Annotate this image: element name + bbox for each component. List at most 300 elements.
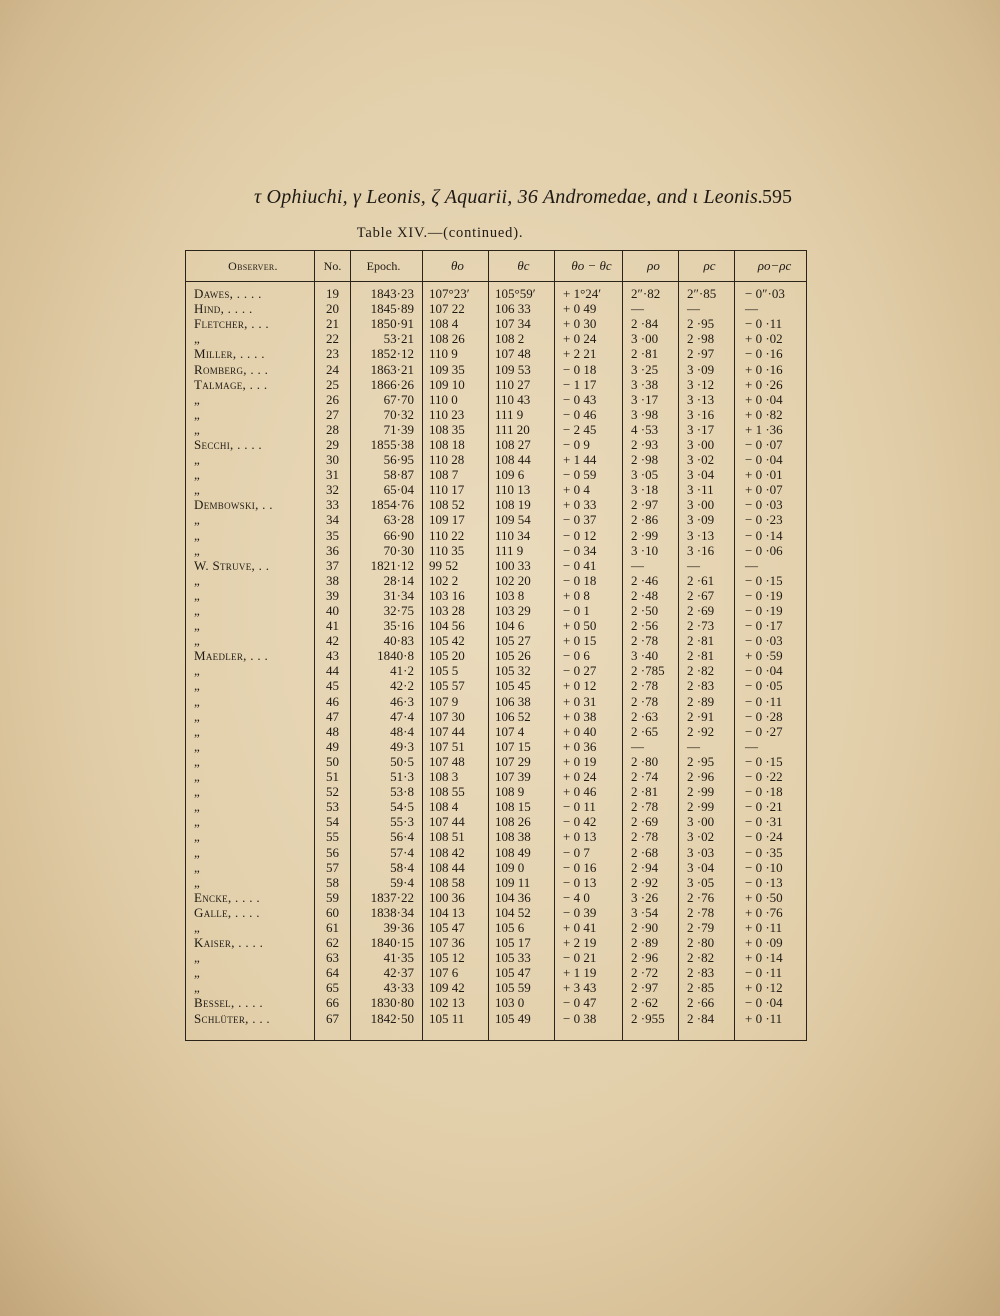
rho-c-label: ρc [703, 258, 716, 273]
rho-o-cell: 2 ·65 [623, 724, 679, 739]
rho-c-cell: 3 ·00 [679, 497, 735, 512]
number-cell: 29 [315, 437, 351, 452]
header-row [186, 251, 807, 282]
number-cell: 36 [315, 543, 351, 558]
observer-cell: Hind, . . . . [194, 301, 253, 317]
observer-cell: „ [194, 753, 201, 769]
observer-cell: „ [194, 693, 201, 709]
theta-c-cell: 108 26 [489, 814, 555, 829]
theta-o-cell: 108 58 [423, 875, 489, 890]
theta-diff-cell: + 0 4 [555, 482, 623, 497]
rho-c-cell: 3 ·13 [679, 528, 735, 543]
rho-diff-cell: + 0 ·59 [735, 648, 807, 663]
theta-c-cell: 108 15 [489, 799, 555, 814]
observer-cell: „ [194, 799, 201, 815]
theta-diff-cell: − 0 6 [555, 648, 623, 663]
epoch-cell: 56·4 [351, 829, 423, 844]
observer-cell: Maedler, . . . [194, 648, 269, 664]
rho-c-cell: 2 ·83 [679, 678, 735, 693]
number-cell: 51 [315, 769, 351, 784]
rho-o-cell: 3 ·98 [623, 407, 679, 422]
observer-cell: Dawes, . . . . [194, 286, 262, 302]
table-row [186, 422, 807, 437]
theta-diff-cell: + 0 40 [555, 724, 623, 739]
rho-diff-cell: − 0″·03 [735, 282, 807, 302]
rho-o-cell: 3 ·25 [623, 361, 679, 376]
epoch-cell: 47·4 [351, 709, 423, 724]
number-cell: 43 [315, 648, 351, 663]
number-cell: 31 [315, 467, 351, 482]
theta-o-cell: 100 36 [423, 890, 489, 905]
table-container [185, 250, 807, 1041]
epoch-cell: 1852·12 [351, 346, 423, 361]
theta-diff-cell: − 0 43 [555, 392, 623, 407]
rho-diff-label: ρo−ρc [757, 258, 792, 273]
theta-c-cell: 104 36 [489, 890, 555, 905]
theta-c-cell: 107 4 [489, 724, 555, 739]
observer-cell: „ [194, 723, 201, 739]
rho-o-cell: 3 ·18 [623, 482, 679, 497]
theta-c-cell: 109 11 [489, 875, 555, 890]
epoch-cell: 1838·34 [351, 905, 423, 920]
rho-diff-cell: − 0 ·04 [735, 452, 807, 467]
rho-c-cell: 2 ·67 [679, 588, 735, 603]
rho-diff-cell: − 0 ·23 [735, 512, 807, 527]
theta-diff-cell: + 0 24 [555, 331, 623, 346]
col-header-no: No. [315, 251, 351, 282]
theta-diff-cell: − 0 13 [555, 875, 623, 890]
table-row [186, 935, 807, 950]
observer-cell: W. Struve, . . [194, 557, 270, 573]
epoch-cell: 48·4 [351, 724, 423, 739]
theta-diff-cell: + 2 21 [555, 346, 623, 361]
table-row [186, 361, 807, 376]
rho-diff-cell: − 0 ·07 [735, 437, 807, 452]
rho-c-cell: 3 ·03 [679, 844, 735, 859]
rho-o-cell: 2 ·74 [623, 769, 679, 784]
theta-o-cell: 103 28 [423, 603, 489, 618]
rho-c-cell: 2 ·98 [679, 331, 735, 346]
rho-o-cell: 3 ·26 [623, 890, 679, 905]
table-row [186, 769, 807, 784]
table-row [186, 528, 807, 543]
rho-diff-cell: + 0 ·02 [735, 331, 807, 346]
rho-diff-cell: − 0 ·19 [735, 588, 807, 603]
table-row [186, 1011, 807, 1041]
theta-c-cell: 110 34 [489, 528, 555, 543]
theta-c-cell: 109 6 [489, 467, 555, 482]
rho-o-cell: 2 ·63 [623, 709, 679, 724]
theta-c-cell: 108 27 [489, 437, 555, 452]
theta-diff-cell: + 0 38 [555, 709, 623, 724]
epoch-cell: 1830·80 [351, 995, 423, 1010]
theta-diff-cell: + 1°24′ [555, 282, 623, 302]
rho-diff-cell: + 0 ·76 [735, 905, 807, 920]
theta-diff-cell: + 3 43 [555, 980, 623, 995]
rho-diff-cell: − 0 ·10 [735, 860, 807, 875]
rho-c-cell: 2 ·81 [679, 633, 735, 648]
number-cell: 30 [315, 452, 351, 467]
epoch-cell: 1850·91 [351, 316, 423, 331]
theta-diff-cell: + 0 36 [555, 739, 623, 754]
theta-o-cell: 109 17 [423, 512, 489, 527]
theta-c-cell: 105 17 [489, 935, 555, 950]
epoch-cell: 1854·76 [351, 497, 423, 512]
rho-o-cell: — [623, 301, 679, 316]
observer-cell: „ [194, 784, 201, 800]
rho-o-cell: 2 ·62 [623, 995, 679, 1010]
rho-diff-cell: − 0 ·11 [735, 965, 807, 980]
theta-c-cell: 107 39 [489, 769, 555, 784]
rho-o-cell: 2 ·785 [623, 663, 679, 678]
number-cell: 57 [315, 860, 351, 875]
rho-diff-cell: − 0 ·04 [735, 663, 807, 678]
number-cell: 60 [315, 905, 351, 920]
epoch-cell: 39·36 [351, 920, 423, 935]
table-row [186, 497, 807, 512]
rho-diff-cell: + 0 ·11 [735, 920, 807, 935]
rho-o-cell: 2 ·56 [623, 618, 679, 633]
table-row [186, 331, 807, 346]
rho-diff-cell: − 0 ·21 [735, 799, 807, 814]
theta-o-cell: 105 47 [423, 920, 489, 935]
table-row [186, 407, 807, 422]
rho-o-cell: 2 ·93 [623, 437, 679, 452]
table-row [186, 844, 807, 859]
theta-diff-label: θo − θc [571, 258, 612, 273]
theta-diff-cell: − 0 21 [555, 950, 623, 965]
rho-diff-cell: + 0 ·04 [735, 392, 807, 407]
rho-o-cell: 3 ·10 [623, 543, 679, 558]
number-cell: 55 [315, 829, 351, 844]
observer-cell: „ [194, 331, 201, 347]
theta-diff-cell: + 2 19 [555, 935, 623, 950]
rho-o-cell: 2 ·69 [623, 814, 679, 829]
epoch-cell: 1855·38 [351, 437, 423, 452]
theta-c-cell: 105 33 [489, 950, 555, 965]
epoch-cell: 1843·23 [351, 282, 423, 302]
rho-c-cell: 2 ·99 [679, 799, 735, 814]
theta-c-cell: 105 59 [489, 980, 555, 995]
table-row [186, 829, 807, 844]
number-cell: 53 [315, 799, 351, 814]
number-cell: 65 [315, 980, 351, 995]
rho-diff-cell: − 0 ·03 [735, 633, 807, 648]
theta-diff-cell: − 0 41 [555, 558, 623, 573]
epoch-cell: 1845·89 [351, 301, 423, 316]
epoch-cell: 63·28 [351, 512, 423, 527]
table-caption: Table XIV.—(continued). [356, 225, 524, 241]
rho-c-cell: — [679, 558, 735, 573]
rho-diff-cell: + 0 ·82 [735, 407, 807, 422]
theta-o-cell: 110 9 [423, 346, 489, 361]
rho-diff-cell: − 0 ·15 [735, 573, 807, 588]
table-row [186, 694, 807, 709]
theta-c-cell: 107 15 [489, 739, 555, 754]
rho-o-cell: 2 ·78 [623, 633, 679, 648]
rho-c-cell: 3 ·09 [679, 361, 735, 376]
rho-o-cell: 2 ·80 [623, 754, 679, 769]
rho-o-cell: 3 ·40 [623, 648, 679, 663]
rho-o-cell: 2 ·98 [623, 452, 679, 467]
table-row [186, 890, 807, 905]
rho-c-cell: 3 ·05 [679, 875, 735, 890]
number-cell: 19 [315, 282, 351, 302]
theta-o-cell: 110 17 [423, 482, 489, 497]
rho-diff-cell: − 0 ·11 [735, 694, 807, 709]
theta-o-cell: 108 4 [423, 316, 489, 331]
number-cell: 47 [315, 709, 351, 724]
observer-cell: „ [194, 572, 201, 588]
rho-c-cell: 2 ·85 [679, 980, 735, 995]
theta-diff-cell: − 0 12 [555, 528, 623, 543]
theta-o-cell: 107 9 [423, 694, 489, 709]
theta-c-cell: 110 43 [489, 392, 555, 407]
rho-c-cell: 2″·85 [679, 282, 735, 302]
number-cell: 59 [315, 890, 351, 905]
rho-diff-cell: — [735, 301, 807, 316]
theta-c-cell: 108 9 [489, 784, 555, 799]
epoch-cell: 50·5 [351, 754, 423, 769]
rho-c-cell: 3 ·00 [679, 814, 735, 829]
theta-o-cell: 107 51 [423, 739, 489, 754]
number-cell: 45 [315, 678, 351, 693]
theta-o-cell: 108 55 [423, 784, 489, 799]
theta-diff-cell: − 0 9 [555, 437, 623, 452]
theta-diff-cell: + 0 46 [555, 784, 623, 799]
theta-c-cell: 107 29 [489, 754, 555, 769]
theta-o-cell: 108 4 [423, 799, 489, 814]
theta-diff-cell: + 0 33 [555, 497, 623, 512]
observer-cell: Galle, . . . . [194, 904, 260, 920]
theta-diff-cell: − 0 34 [555, 543, 623, 558]
number-cell: 62 [315, 935, 351, 950]
rho-o-cell: 2 ·97 [623, 980, 679, 995]
table-row [186, 648, 807, 663]
theta-o-cell: 108 52 [423, 497, 489, 512]
number-cell: 38 [315, 573, 351, 588]
rho-c-cell: 2 ·73 [679, 618, 735, 633]
number-cell: 63 [315, 950, 351, 965]
theta-o-cell: 108 26 [423, 331, 489, 346]
theta-c-cell: 106 52 [489, 709, 555, 724]
rho-c-cell: 2 ·66 [679, 995, 735, 1010]
number-cell: 42 [315, 633, 351, 648]
rho-o-cell: 2 ·96 [623, 950, 679, 965]
number-cell: 46 [315, 694, 351, 709]
rho-c-cell: 3 ·09 [679, 512, 735, 527]
rho-diff-cell: + 1 ·36 [735, 422, 807, 437]
rho-o-cell: 2″·82 [623, 282, 679, 302]
observer-cell: „ [194, 950, 201, 966]
observer-cell: „ [194, 512, 201, 528]
table-row [186, 920, 807, 935]
theta-o-cell: 109 42 [423, 980, 489, 995]
observer-cell: „ [194, 874, 201, 890]
theta-c-cell: 107 34 [489, 316, 555, 331]
theta-o-cell: 108 44 [423, 860, 489, 875]
table-row [186, 588, 807, 603]
rho-diff-cell: + 0 ·12 [735, 980, 807, 995]
rho-diff-cell: − 0 ·27 [735, 724, 807, 739]
number-cell: 27 [315, 407, 351, 422]
theta-o-cell: 104 13 [423, 905, 489, 920]
epoch-cell: 58·4 [351, 860, 423, 875]
observer-cell: „ [194, 829, 201, 845]
theta-c-cell: 109 0 [489, 860, 555, 875]
theta-o-cell: 105 11 [423, 1011, 489, 1041]
number-cell: 50 [315, 754, 351, 769]
theta-c-cell: 110 27 [489, 377, 555, 392]
theta-c-cell: 108 2 [489, 331, 555, 346]
theta-diff-cell: + 0 41 [555, 920, 623, 935]
theta-c-cell: 105 26 [489, 648, 555, 663]
rho-o-cell: 2 ·90 [623, 920, 679, 935]
rho-o-cell: 2 ·955 [623, 1011, 679, 1041]
rho-o-cell: 2 ·46 [623, 573, 679, 588]
observer-cell: Talmage, . . . [194, 376, 268, 392]
table-row [186, 754, 807, 769]
number-cell: 64 [315, 965, 351, 980]
number-cell: 52 [315, 784, 351, 799]
theta-c-cell: 105 47 [489, 965, 555, 980]
table-row [186, 875, 807, 890]
rho-diff-cell: − 0 ·22 [735, 769, 807, 784]
rho-o-cell: 2 ·89 [623, 935, 679, 950]
rho-c-cell: 2 ·95 [679, 316, 735, 331]
theta-o-cell: 109 35 [423, 361, 489, 376]
theta-c-cell: 104 6 [489, 618, 555, 633]
rho-o-label: ρo [647, 258, 660, 273]
theta-c-cell: 110 13 [489, 482, 555, 497]
number-cell: 34 [315, 512, 351, 527]
observer-cell: „ [194, 467, 201, 483]
epoch-cell: 1840·8 [351, 648, 423, 663]
rho-c-cell: 2 ·89 [679, 694, 735, 709]
observer-cell: „ [194, 738, 201, 754]
observer-cell: Dembowski, . . [194, 497, 273, 513]
rho-c-cell: 2 ·95 [679, 754, 735, 769]
observer-cell: „ [194, 482, 201, 498]
rho-diff-cell: + 0 ·09 [735, 935, 807, 950]
observer-cell: „ [194, 980, 201, 996]
theta-diff-cell: − 0 7 [555, 844, 623, 859]
observer-cell: „ [194, 391, 201, 407]
theta-o-cell: 107 6 [423, 965, 489, 980]
col-header-theta-o [423, 251, 489, 282]
number-cell: 58 [315, 875, 351, 890]
rho-c-cell: 2 ·76 [679, 890, 735, 905]
observations-table [185, 250, 807, 1041]
theta-o-cell: 110 0 [423, 392, 489, 407]
table-row [186, 512, 807, 527]
observer-cell: Bessel, . . . . [194, 995, 263, 1011]
rho-o-cell: 3 ·38 [623, 377, 679, 392]
theta-o-cell: 107 44 [423, 724, 489, 739]
table-row [186, 377, 807, 392]
observer-cell: „ [194, 587, 201, 603]
rho-o-cell: 2 ·78 [623, 678, 679, 693]
rho-diff-cell: + 0 ·11 [735, 1011, 807, 1041]
rho-o-cell: 2 ·78 [623, 799, 679, 814]
observer-cell: Encke, . . . . [194, 889, 260, 905]
theta-o-cell: 110 28 [423, 452, 489, 467]
rho-o-cell: 2 ·78 [623, 694, 679, 709]
rho-diff-cell: − 0 ·16 [735, 346, 807, 361]
table-row [186, 452, 807, 467]
rho-c-cell: — [679, 301, 735, 316]
number-cell: 44 [315, 663, 351, 678]
rho-o-cell: 2 ·72 [623, 965, 679, 980]
table-row [186, 709, 807, 724]
rho-o-cell: 2 ·50 [623, 603, 679, 618]
theta-diff-cell: − 1 17 [555, 377, 623, 392]
observer-cell: „ [194, 406, 201, 422]
theta-c-cell: 106 38 [489, 694, 555, 709]
theta-o-cell: 104 56 [423, 618, 489, 633]
theta-o-cell: 105 57 [423, 678, 489, 693]
theta-diff-cell: + 0 31 [555, 694, 623, 709]
rho-diff-cell: − 0 ·15 [735, 754, 807, 769]
table-row [186, 980, 807, 995]
observer-cell: Romberg, . . . [194, 361, 269, 377]
epoch-cell: 43·33 [351, 980, 423, 995]
rho-c-cell: 2 ·61 [679, 573, 735, 588]
table-row [186, 784, 807, 799]
rho-o-cell: 3 ·17 [623, 392, 679, 407]
rho-diff-cell: + 0 ·50 [735, 890, 807, 905]
epoch-cell: 1863·21 [351, 361, 423, 376]
epoch-cell: 1821·12 [351, 558, 423, 573]
table-row [186, 724, 807, 739]
theta-c-cell: 102 20 [489, 573, 555, 588]
table-row [186, 543, 807, 558]
table-row [186, 437, 807, 452]
rho-diff-cell: − 0 ·24 [735, 829, 807, 844]
number-cell: 61 [315, 920, 351, 935]
rho-c-cell: — [679, 739, 735, 754]
table-row [186, 799, 807, 814]
table-row [186, 603, 807, 618]
theta-diff-cell: − 0 11 [555, 799, 623, 814]
theta-o-cell: 105 12 [423, 950, 489, 965]
rho-diff-cell: − 0 ·04 [735, 995, 807, 1010]
observer-cell: „ [194, 452, 201, 468]
number-cell: 49 [315, 739, 351, 754]
rho-c-cell: 3 ·17 [679, 422, 735, 437]
rho-diff-cell: − 0 ·14 [735, 528, 807, 543]
rho-diff-cell: − 0 ·28 [735, 709, 807, 724]
rho-c-cell: 3 ·12 [679, 377, 735, 392]
rho-diff-cell: + 0 ·14 [735, 950, 807, 965]
rho-c-cell: 3 ·11 [679, 482, 735, 497]
theta-diff-cell: + 1 44 [555, 452, 623, 467]
theta-diff-cell: − 0 39 [555, 905, 623, 920]
rho-o-cell: 3 ·05 [623, 467, 679, 482]
rho-o-cell: 2 ·97 [623, 497, 679, 512]
rho-c-cell: 2 ·82 [679, 663, 735, 678]
table-row [186, 467, 807, 482]
number-cell: 20 [315, 301, 351, 316]
epoch-cell: 59·4 [351, 875, 423, 890]
theta-diff-cell: + 0 50 [555, 618, 623, 633]
col-header-theta-diff [555, 251, 623, 282]
rho-o-cell: 2 ·81 [623, 346, 679, 361]
col-header-theta-c [489, 251, 555, 282]
rho-c-cell: 2 ·80 [679, 935, 735, 950]
epoch-cell: 1866·26 [351, 377, 423, 392]
epoch-cell: 71·39 [351, 422, 423, 437]
